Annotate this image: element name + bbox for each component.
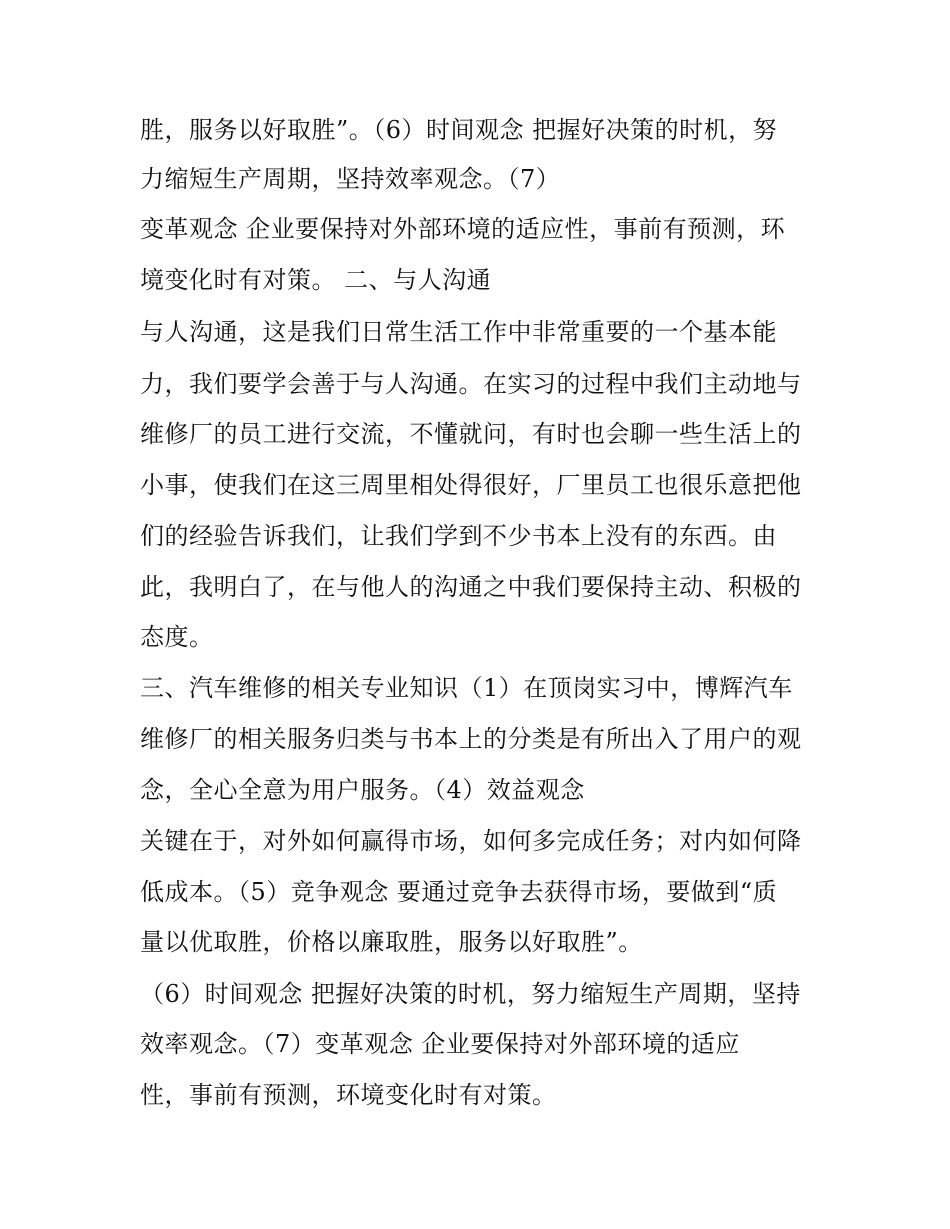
text-line: 力，我们要学会善于与人沟通。在实习的过程中我们主动地与 — [140, 370, 802, 398]
text-line: 念，全心全意为用户服务。（4）效益观念 — [140, 776, 585, 804]
text-line: 效率观念。（7）变革观念 企业要保持对外部环境的适应 — [140, 1030, 740, 1058]
text-line: 性，事前有预测，环境变化时有对策。 — [140, 1081, 557, 1109]
text-line: 量以优取胜，价格以廉取胜，服务以好取胜”。 — [140, 928, 643, 956]
text-line: 关键在于，对外如何赢得市场，如何多完成任务；对内如何降 — [140, 827, 802, 855]
text-line: 力缩短生产周期，坚持效率观念。（7） — [140, 165, 561, 193]
text-line: 境变化时有对策。 二、与人沟通 — [140, 266, 492, 294]
text-line: 胜，服务以好取胜”。（6）时间观念 把握好决策的时机，努 — [140, 116, 778, 144]
text-line: （6）时间观念 把握好决策的时机，努力缩短生产周期，坚持 — [140, 980, 801, 1008]
text-line: 态度。 — [140, 623, 214, 651]
text-line: 们的经验告诉我们，让我们学到不少书本上没有的东西。由 — [140, 522, 777, 550]
text-line: 维修厂的员工进行交流，不懂就问，有时也会聊一些生活上的 — [140, 420, 802, 448]
text-line: 三、汽车维修的相关专业知识（1）在顶岗实习中，博辉汽车 — [140, 674, 793, 702]
text-line: 变革观念 企业要保持对外部环境的适应性，事前有预测，环 — [140, 215, 786, 243]
text-line: 与人沟通，这是我们日常生活工作中非常重要的一个基本能 — [140, 318, 777, 346]
text-line: 维修厂的相关服务归类与书本上的分类是有所出入了用户的观 — [140, 725, 802, 753]
text-line: 低成本。（5）竞争观念 要通过竞争去获得市场，要做到“质 — [140, 878, 778, 906]
text-line: 此，我明白了，在与他人的沟通之中我们要保持主动、积极的 — [140, 573, 802, 601]
text-line: 小事，使我们在这三周里相处得很好，厂里员工也很乐意把他 — [140, 471, 802, 499]
